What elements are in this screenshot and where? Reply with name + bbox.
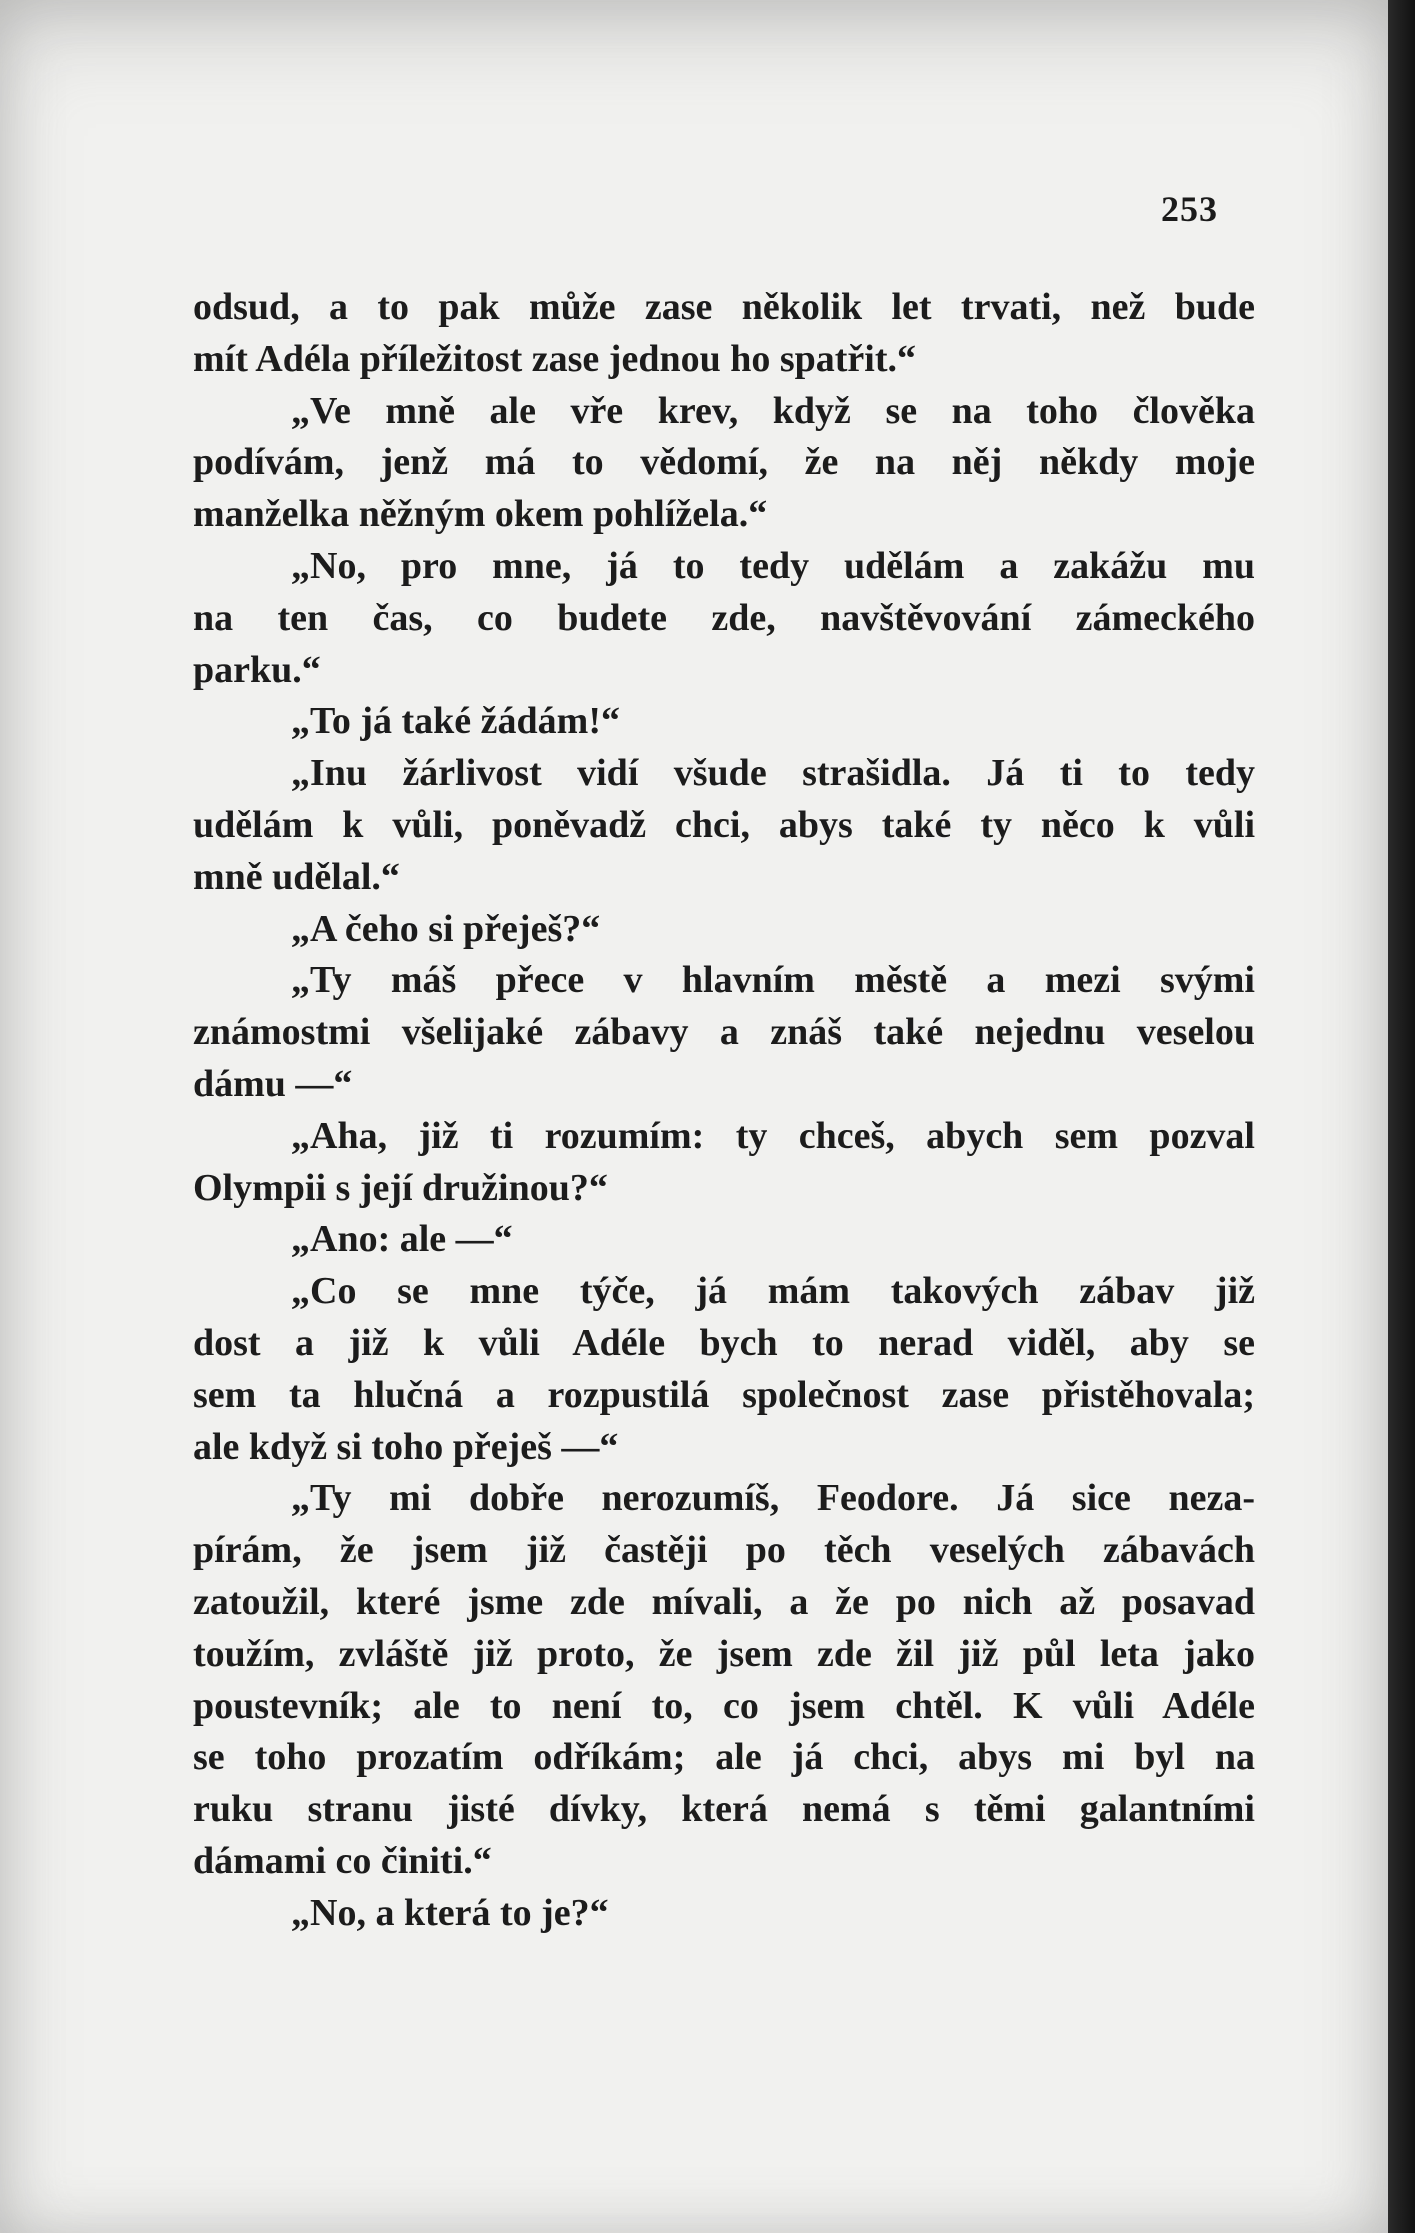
body-text (193, 282, 1255, 1940)
text-line: parku.“ (193, 648, 321, 691)
text-line: mně udělal.“ (193, 855, 400, 898)
text-line: sem ta hlučná a rozpustilá společnost zase přistěhovala; (193, 1373, 1255, 1416)
text-line: manželka něžným okem pohlížela.“ (193, 493, 768, 536)
paragraph (193, 1111, 1255, 1215)
text-line: „No, a která to je?“ (291, 1891, 609, 1934)
text-line: mít Adéla příležitost zase jednou ho spatřit.“ (193, 337, 917, 380)
text-line: dámu —“ (193, 1062, 353, 1105)
text-line: toužím, zvláště již proto, že jsem zde žil již půl leta jako (193, 1632, 1255, 1675)
text-line: „Ano: ale —“ (291, 1218, 513, 1261)
text-line: „No, pro mne, já to tedy udělám a zakážu mu (291, 544, 1255, 587)
text-line: Olympii s její družinou?“ (193, 1166, 608, 1209)
text-line: udělám k vůli, poněvadž chci, abys také ty něco k vůli (193, 803, 1255, 846)
text-line: „To já také žádám!“ (291, 700, 620, 743)
paragraph (193, 696, 1255, 748)
text-line: „A čeho si přeješ?“ (291, 907, 601, 950)
page-edge-shadow (1388, 0, 1415, 2233)
paragraph (193, 386, 1255, 541)
paragraph (193, 904, 1255, 956)
paragraph (193, 1214, 1255, 1266)
paragraph (193, 955, 1255, 1110)
text-line: se toho prozatím odříkám; ale já chci, abys mi byl na (193, 1736, 1255, 1779)
text-line: na ten čas, co budete zde, navštěvování zámeckého (193, 596, 1255, 639)
paragraph (193, 1473, 1255, 1887)
text-line: známostmi všelijaké zábavy a znáš také nejednu veselou (193, 1011, 1255, 1054)
text-line: dost a již k vůli Adéle bych to nerad viděl, aby se (193, 1321, 1255, 1364)
text-line: „Aha, již ti rozumím: ty chceš, abych sem pozval (291, 1114, 1255, 1157)
text-line: dámami co činiti.“ (193, 1839, 492, 1882)
text-line: „Co se mne týče, já mám takových zábav již (291, 1270, 1255, 1313)
paragraph (193, 1888, 1255, 1940)
text-line: „Ty máš přece v hlavním městě a mezi svými (291, 959, 1255, 1002)
paragraph (193, 541, 1255, 696)
text-line: ruku stranu jisté dívky, která nemá s těmi galantními (193, 1788, 1255, 1831)
paragraph (193, 282, 1255, 386)
text-line: „Ve mně ale vře krev, když se na toho člověka (291, 389, 1255, 432)
text-line: „Inu žárlivost vidí všude strašidla. Já ti to tedy (291, 752, 1255, 795)
page-number: 253 (1161, 189, 1218, 229)
text-line: zatoužil, které jsme zde mívali, a že po nich až posavad (193, 1580, 1255, 1623)
text-line: ale když si toho přeješ —“ (193, 1425, 619, 1468)
text-line: odsud, a to pak může zase několik let trvati, než bude (193, 286, 1255, 328)
text-line: „Ty mi dobře nerozumíš, Feodore. Já sice neza- (291, 1477, 1255, 1520)
text-line: pírám, že jsem již častěji po těch veselých zábavách (193, 1529, 1255, 1572)
text-line: podívám, jenž má to vědomí, že na něj někdy moje (193, 441, 1255, 484)
paragraph (193, 1266, 1255, 1473)
paragraph (193, 748, 1255, 903)
text-line: poustevník; ale to není to, co jsem chtěl. K vůli Adéle (193, 1684, 1255, 1727)
